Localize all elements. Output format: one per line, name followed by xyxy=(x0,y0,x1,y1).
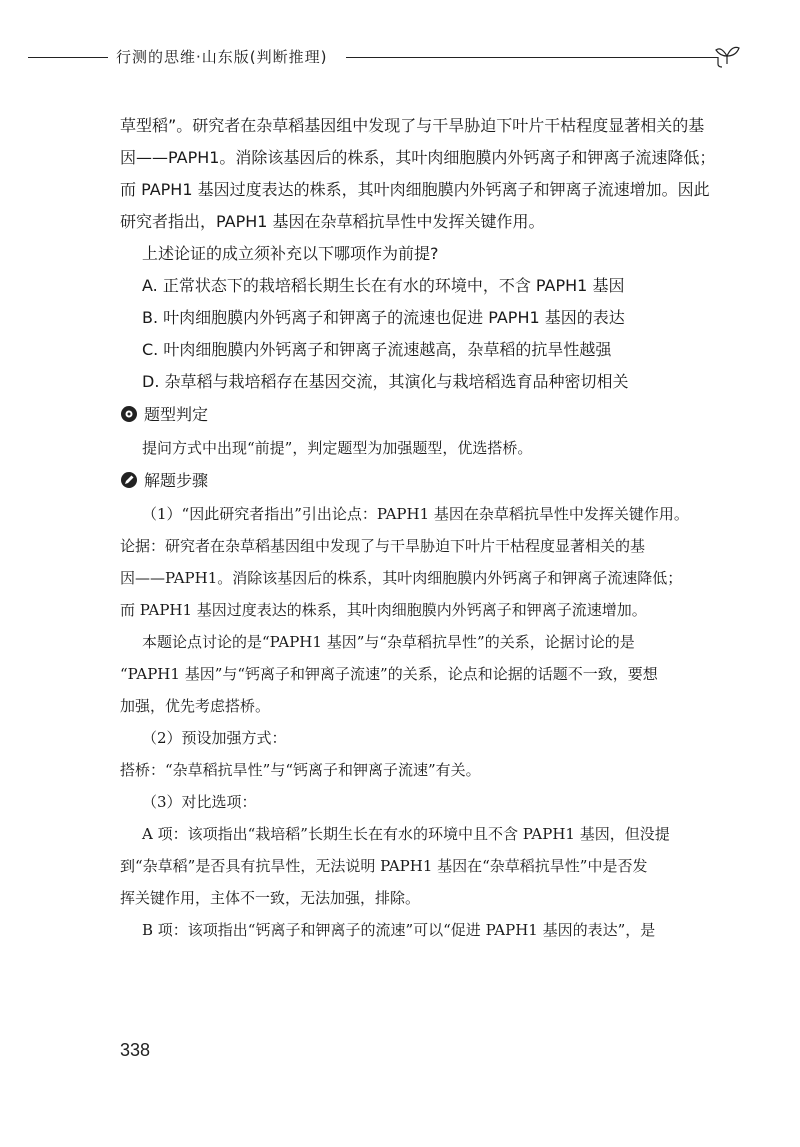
header-title: 行测的思维·山东版(判断推理) xyxy=(116,48,328,66)
step-line: （3）对比选项： xyxy=(142,793,257,811)
passage-line: 草型稻”。研究者在杂草稻基因组中发现了与干旱胁迫下叶片干枯程度显著相关的基 xyxy=(120,116,705,135)
passage xyxy=(120,110,716,238)
step-line: （1）“因此研究者指出”引出论点：PAPH1 基因在杂草稻抗旱性中发挥关键作用。 xyxy=(142,505,689,523)
page-number: 338 xyxy=(120,1040,151,1060)
step-line: 论据：研究者在杂草稻基因组中发现了与干旱胁迫下叶片干枯程度显著相关的基 xyxy=(120,537,646,555)
step-line: 而 PAPH1 基因过度表达的株系，其叶肉细胞膜内外钙离子和钾离子流速增加。 xyxy=(120,601,647,619)
running-header xyxy=(28,40,740,74)
question-stem: 上述论证的成立须补充以下哪项作为前提? xyxy=(142,244,439,263)
section-type-label: 题型判定 xyxy=(144,405,209,424)
step-line: 到“杂草稻”是否具有抗旱性，无法说明 PAPH1 基因在“杂草稻抗旱性”中是否发 xyxy=(120,857,648,875)
step-line: 挥关键作用，主体不一致，无法加强，排除。 xyxy=(120,889,421,907)
section-type-heading xyxy=(98,398,716,432)
passage-line: 研究者指出，PAPH1 基因在杂草稻抗旱性中发挥关键作用。 xyxy=(120,212,545,231)
pencil-icon xyxy=(120,471,138,489)
step-line: 搭桥：“杂草稻抗旱性”与“钙离子和钾离子流速”有关。 xyxy=(120,761,481,779)
option-d: D. 杂草稻与栽培稻存在基因交流，其演化与栽培稻选育品种密切相关 xyxy=(142,372,629,391)
passage-line: 因——PAPH1。消除该基因后的株系，其叶肉细胞膜内外钙离子和钾离子流速降低； xyxy=(120,148,716,167)
step-line: “PAPH1 基因”与“钙离子和钾离子流速”的关系，论点和论据的话题不一致，要想 xyxy=(120,665,658,683)
step-line: 因——PAPH1。消除该基因后的株系，其叶肉细胞膜内外钙离子和钾离子流速降低； xyxy=(120,569,683,587)
option-a: A. 正常状态下的栽培稻长期生长在有水的环境中，不含 PAPH1 基因 xyxy=(142,276,625,295)
header-rule-left xyxy=(28,57,108,58)
section-steps-body xyxy=(120,498,716,946)
step-line: A 项：该项指出“栽培稻”长期生长在有水的环境中且不含 PAPH1 基因，但没提 xyxy=(142,825,670,843)
question xyxy=(120,238,716,398)
gear-icon xyxy=(120,405,138,423)
step-line: B 项：该项指出“钙离子和钾离子的流速”可以“促进 PAPH1 基因的表达”，是 xyxy=(142,921,656,939)
section-type-body xyxy=(120,432,716,464)
step-line: 加强，优先考虑搭桥。 xyxy=(120,697,271,715)
option-c: C. 叶肉细胞膜内外钙离子和钾离子流速越高，杂草稻的抗旱性越强 xyxy=(142,340,612,359)
page-content xyxy=(120,110,716,946)
section-steps-heading xyxy=(98,464,716,498)
passage-line: 而 PAPH1 基因过度表达的株系，其叶肉细胞膜内外钙离子和钾离子流速增加。因此 xyxy=(120,180,710,199)
step-line: （2）预设加强方式： xyxy=(142,729,287,747)
sprout-icon xyxy=(712,40,742,70)
step-line: 本题论点讨论的是“PAPH1 基因”与“杂草稻抗旱性”的关系，论据讨论的是 xyxy=(142,633,635,651)
section-steps-label: 解题步骤 xyxy=(144,471,209,490)
section-type-text: 提问方式中出现“前提”，判定题型为加强题型，优选搭桥。 xyxy=(142,439,533,457)
header-rule-right xyxy=(346,57,718,58)
option-b: B. 叶肉细胞膜内外钙离子和钾离子的流速也促进 PAPH1 基因的表达 xyxy=(142,308,625,327)
